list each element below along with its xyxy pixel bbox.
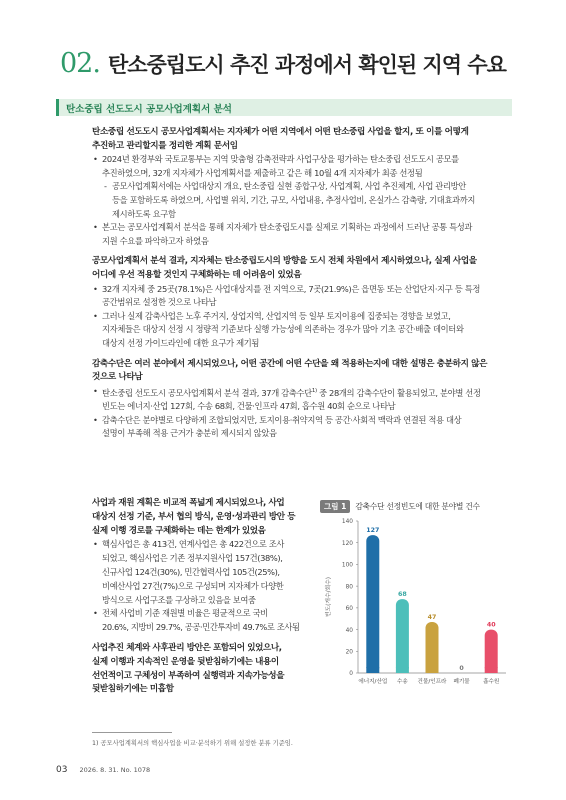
text-line: 지원 수요를 파악하고자 하였음: [102, 235, 209, 246]
text-line: 추진하였으며, 32개 지자체가 사업계획서를 제출하고 같은 해 10월 4개 지자체가 최종 선정됨: [102, 167, 423, 178]
text-line: 비예산사업 27건(7%)으로 구성되며 지자체가 다양한: [102, 580, 284, 591]
page-title: [60, 48, 506, 79]
text-run: 탄소중립 선도도시 공모사업계획서 분석 결과, 37개 감축수단: [102, 387, 312, 398]
figure-badge: 그림 1: [320, 500, 350, 513]
sub-bullet-item: [92, 180, 512, 221]
y-axis-label: 빈도(개수/회수): [326, 576, 332, 618]
bullet-item: [92, 310, 512, 351]
y-tick-label: 80: [345, 584, 353, 591]
figure-caption: [320, 499, 512, 513]
bullet-item: [92, 153, 512, 180]
bullet-item: [92, 221, 512, 248]
text-line: • 본고는 공모사업계획서 분석을 통해 지자체가 탄소중립도시를 실제로 기획하는 과정에서 드러난 공통 특성과: [102, 222, 473, 233]
text-line: • 핵심사업은 총 413건, 연계사업은 총 422건으로 조사: [102, 539, 285, 550]
y-tick-label: 60: [345, 606, 353, 613]
bar-base: [366, 667, 379, 673]
text-line: [102, 385, 512, 400]
text-line: 것으로 나타남: [92, 372, 143, 383]
y-tick-label: 120: [341, 540, 353, 547]
bullet-item: [92, 283, 512, 310]
footnote-ref: 1): [311, 387, 317, 394]
text-line: • 2024년 환경부와 국토교통부는 지역 맞춤형 감축전략과 사업구상을 평가하는 탄소중립 선도도시 공모를: [102, 154, 459, 165]
figure-title: 감축수단 선정빈도에 대한 분야별 건수: [355, 501, 480, 511]
text-line: 지자체들은 대상지 선정 시 정량적 기준보다 실행 가능성에 의존하는 경우가 많아 기초 공간·배출 데이터와: [102, 324, 464, 335]
bullet-item: [92, 385, 512, 414]
y-tick-label: 140: [341, 519, 353, 526]
footnote-divider: [92, 732, 172, 733]
bullet-item: [92, 414, 512, 441]
text-line: 뒷받침하기에는 미흡함: [92, 684, 174, 695]
title-text: 탄소중립도시 추진 과정에서 확인된 지역 수요: [107, 53, 506, 77]
text-line: 등을 포함하도록 하였으며, 사업별 위치, 기간, 규모, 사업내용, 추정사업비, 온실가스 감축량, 기대효과까지: [112, 194, 476, 205]
text-run: 중 28개의 감축수단이 활용되었고, 분야별 선정: [316, 387, 481, 398]
paragraph-5-lead: [92, 642, 314, 697]
bar-base: [485, 667, 498, 673]
data-label: 47: [427, 613, 437, 621]
y-tick-label: 40: [345, 627, 353, 634]
text-line: 20.6%, 지방비 29.7%, 공공·민간투자비 49.7%로 조사됨: [102, 622, 300, 633]
x-tick-label: 건물/인프라: [417, 679, 447, 685]
paragraph-1-lead: [92, 126, 512, 153]
text-line: 공간범위로 설정한 것으로 나타남: [102, 297, 217, 308]
text-line: 추진하고 관리할지를 정리한 계획 문서임: [92, 140, 238, 151]
text-line: 선언적이고 구체성이 부족하여 실행력과 지속가능성을: [92, 670, 285, 681]
bar: [366, 535, 379, 673]
bar: [396, 599, 409, 673]
bar: [426, 622, 439, 673]
bullet-item: [92, 538, 314, 607]
text-line: 되었고, 핵심사업은 기존 정부지원사업 157건(38%),: [102, 553, 283, 564]
text-line: 감축수단은 여러 분야에서 제시되었으나, 어떤 공간에 어떤 수단을 왜 적용하는지에 대한 설명은 충분하지 않은: [92, 358, 488, 369]
text-line: 빈도는 에너지·산업 127회, 수송 68회, 건물·인프라 47회, 흡수원 40회 순으로 나타남: [102, 401, 396, 412]
bar-chart: [320, 517, 512, 707]
data-label: 0: [459, 665, 464, 672]
text-line: 대상지 선정 기준, 부서 협의 방식, 운영·성과관리 방안 등: [92, 511, 296, 522]
data-label: 40: [486, 621, 496, 629]
bar: [485, 630, 498, 673]
x-tick-label: 폐기물: [453, 679, 470, 685]
text-line: • 그러나 실제 감축사업은 노후 주거지, 상업지역, 산업지역 등 일부 토지이용에 집중되는 경향을 보였고,: [102, 310, 451, 321]
section-heading: 탄소중립 선도도시 공모사업계획서 분석: [66, 104, 232, 115]
text-line: 실제 이행과 지속적인 운영을 뒷받침하기에는 내용이: [92, 656, 279, 667]
text-line: 사업과 재원 계획은 비교적 폭넓게 제시되었으나, 사업: [92, 498, 285, 508]
text-line: 어디에 우선 적용할 것인지 구체화하는 데 어려움이 있었음: [92, 269, 302, 280]
data-label: 127: [366, 527, 380, 535]
text-line: 공모사업계획서 분석 결과, 지자체는 탄소중립도시의 방향을 도시 전체 차원에서 제시하였으나, 실제 사업을: [92, 256, 477, 267]
text-line: 신규사업 124건(30%), 민간협력사업 105건(25%),: [102, 566, 280, 577]
main-body: [92, 126, 512, 441]
bar-base: [396, 667, 409, 673]
text-line: • 32개 지자체 중 25곳(78.1%)은 사업대상지를 전 지역으로, 7곳(21.9%)은 읍면동 또는 산업단지·지구 등 특정: [102, 283, 481, 294]
paragraph-3-lead: [92, 358, 512, 385]
issue-date: 2026. 8. 31. No. 1078: [79, 766, 151, 774]
x-tick-label: 에너지/산업: [358, 679, 388, 685]
footnote: 1) 공모사업계획서의 핵심사업을 비교·분석하기 위해 설정한 분류 기준임.: [92, 740, 293, 747]
page-number: 03: [56, 765, 68, 775]
section-heading-bar: [56, 99, 512, 116]
paragraph-2-lead: [92, 255, 512, 282]
text-line: - 공모사업계획서에는 사업대상지 개요, 탄소중립 실현 종합구상, 사업계획, 사업 추진체계, 사업 관리방안: [112, 181, 466, 192]
text-line: 사업추진 체계와 사후관리 방안은 포함되어 있었으나,: [92, 642, 282, 653]
text-line: • 감축수단은 분야별로 다양하게 조합되었지만, 토지이용·취약지역 등 공간·사회적 맥락과 연결된 적용 대상: [102, 414, 462, 425]
text-line: 설명이 부족해 적용 근거가 충분히 제시되지 않았음: [102, 428, 277, 439]
left-column: [92, 497, 314, 697]
paragraph-4-lead: [92, 497, 314, 538]
page-footer: [56, 765, 150, 775]
text-line: 실제 이행 경로를 구체화하는 데는 한계가 있었음: [92, 525, 266, 536]
x-tick-label: 수송: [396, 679, 408, 685]
title-number: 02.: [60, 48, 100, 79]
text-line: • 전체 사업비 기준 재원별 비율은 평균적으로 국비: [102, 608, 268, 619]
bullet-item: [92, 607, 314, 635]
x-tick-label: 흡수원: [483, 679, 500, 685]
text-line: 제시하도록 요구함: [112, 208, 176, 219]
data-label: 68: [398, 591, 407, 599]
y-tick-label: 100: [341, 562, 353, 569]
text-line: 방식으로 사업구조를 구상하고 있음을 보여줌: [102, 594, 256, 605]
y-tick-label: 0: [349, 671, 353, 678]
bar-base: [426, 667, 439, 673]
figure-1: [320, 499, 512, 709]
text-line: 탄소중립 선도도시 공모사업계획서는 지자체가 어떤 지역에서 어떤 탄소중립 사업을 할지, 또 이를 어떻게: [92, 127, 469, 137]
y-tick-label: 20: [345, 649, 353, 656]
text-line: 대상지 선정 가이드라인에 대한 요구가 제기됨: [102, 337, 260, 348]
